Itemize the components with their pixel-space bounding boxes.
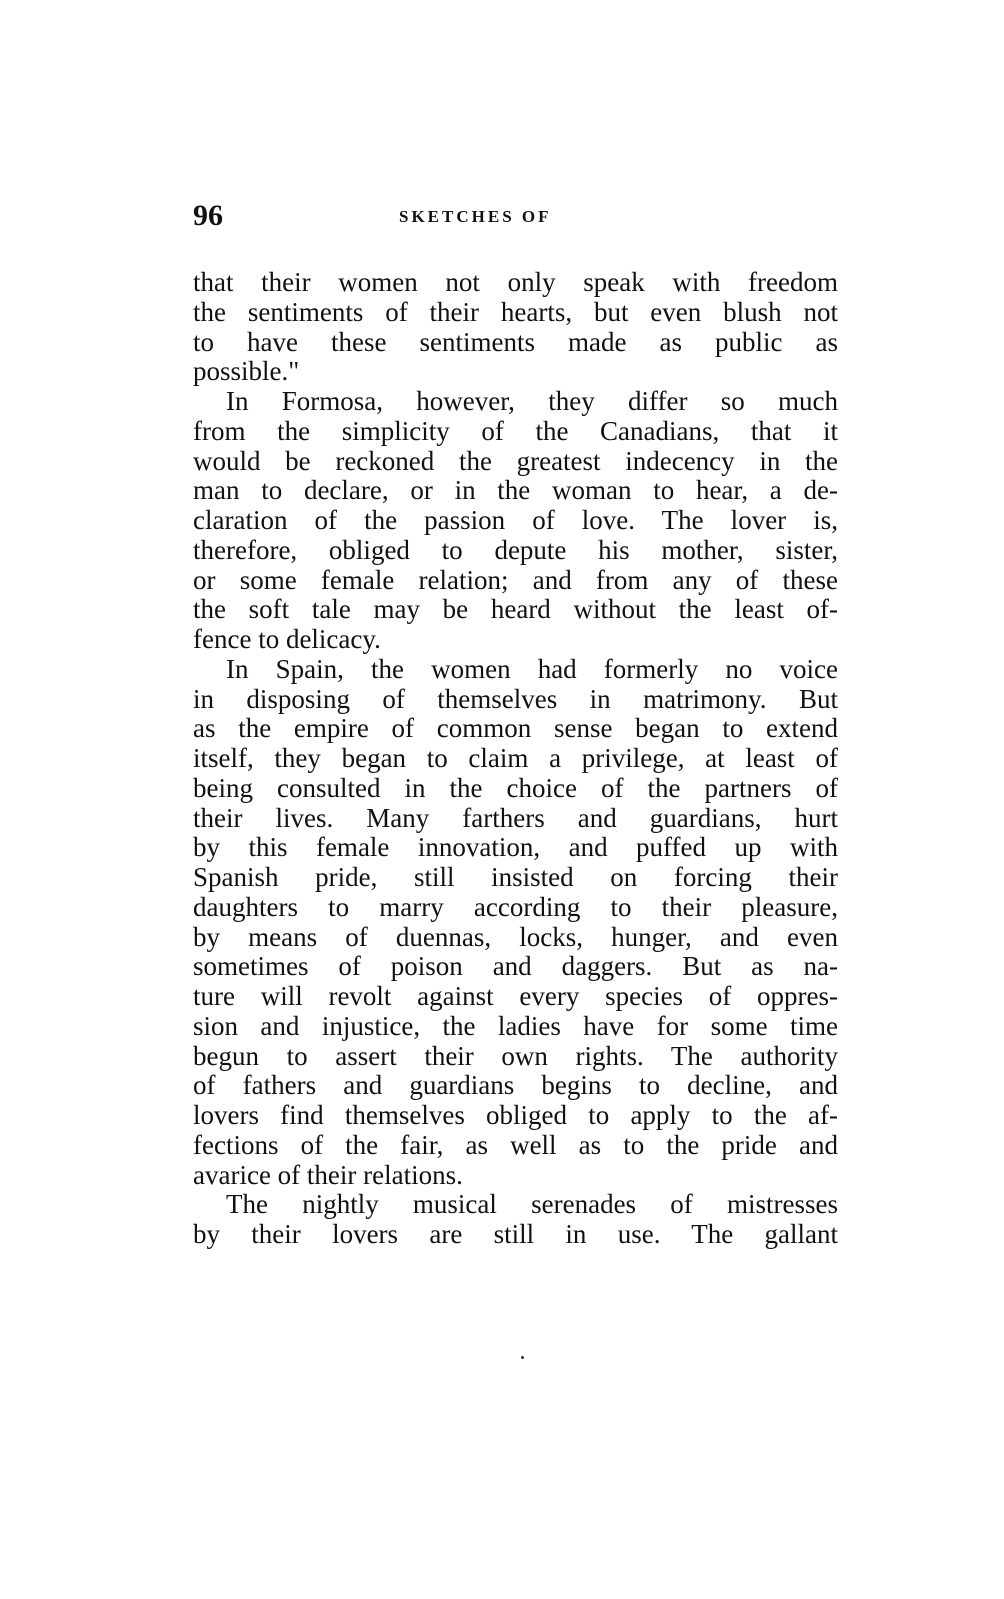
text-line: the sentiments of their hearts, but even blush not xyxy=(193,296,838,327)
text-line: or some female relation; and from any of these xyxy=(193,564,838,595)
running-title: SKETCHES OF xyxy=(399,207,552,226)
text-line: as the empire of common sense began to extend xyxy=(193,713,838,744)
text-line: the soft tale may be heard without the least of- xyxy=(193,594,838,625)
text-line: by their lovers are still in use. The gallant xyxy=(193,1219,838,1249)
text-line: ture will revolt against every species of oppres- xyxy=(193,981,838,1011)
paragraph-first-line: In Formosa, however, they differ so much xyxy=(226,386,838,416)
text-line: Spanish pride, still insisted on forcing their xyxy=(193,862,838,892)
text-line: itself, they began to claim a privilege, at least of xyxy=(193,743,838,773)
text-line: that their women not only speak with freedom xyxy=(193,267,838,297)
text-line: fence to delicacy. xyxy=(193,624,381,654)
text-line: would be reckoned the greatest indecency in the xyxy=(193,445,838,476)
body-text xyxy=(193,268,838,1250)
text-line: fections of the fair, as well as to the pride and xyxy=(193,1129,838,1160)
text-line: being consulted in the choice of the partners of xyxy=(193,772,838,803)
text-line: to have these sentiments made as public as xyxy=(193,326,838,357)
text-line: daughters to marry according to their pleasure, xyxy=(193,891,838,922)
page-header xyxy=(193,196,838,236)
text-line: sion and injustice, the ladies have for some time xyxy=(193,1010,838,1041)
text-line: man to declare, or in the woman to hear, a de- xyxy=(193,475,838,506)
text-line: their lives. Many farthers and guardians, hurt xyxy=(193,802,838,833)
text-line: avarice of their relations. xyxy=(193,1159,463,1190)
text-line: begun to assert their own rights. The authority xyxy=(193,1040,838,1071)
text-line: in disposing of themselves in matrimony. But xyxy=(193,683,838,714)
page-number: 96 xyxy=(193,199,223,232)
text-line: lovers find themselves obliged to apply to the af- xyxy=(193,1100,838,1130)
text-line: claration of the passion of love. The lover is, xyxy=(193,505,838,535)
text-line: by this female innovation, and puffed up with xyxy=(193,832,838,863)
paragraph-first-line: The nightly musical serenades of mistresses xyxy=(226,1189,838,1220)
paragraph-first-line: In Spain, the women had formerly no voice xyxy=(226,653,838,684)
page-speck xyxy=(521,1356,524,1359)
text-line: therefore, obliged to depute his mother, sister, xyxy=(193,534,838,565)
text-line: of fathers and guardians begins to decline, and xyxy=(193,1070,838,1101)
text-line: by means of duennas, locks, hunger, and even xyxy=(193,921,838,952)
text-line: from the simplicity of the Canadians, that it xyxy=(193,415,838,446)
text-line: sometimes of poison and daggers. But as na- xyxy=(193,951,838,982)
text-line: possible." xyxy=(193,356,300,387)
